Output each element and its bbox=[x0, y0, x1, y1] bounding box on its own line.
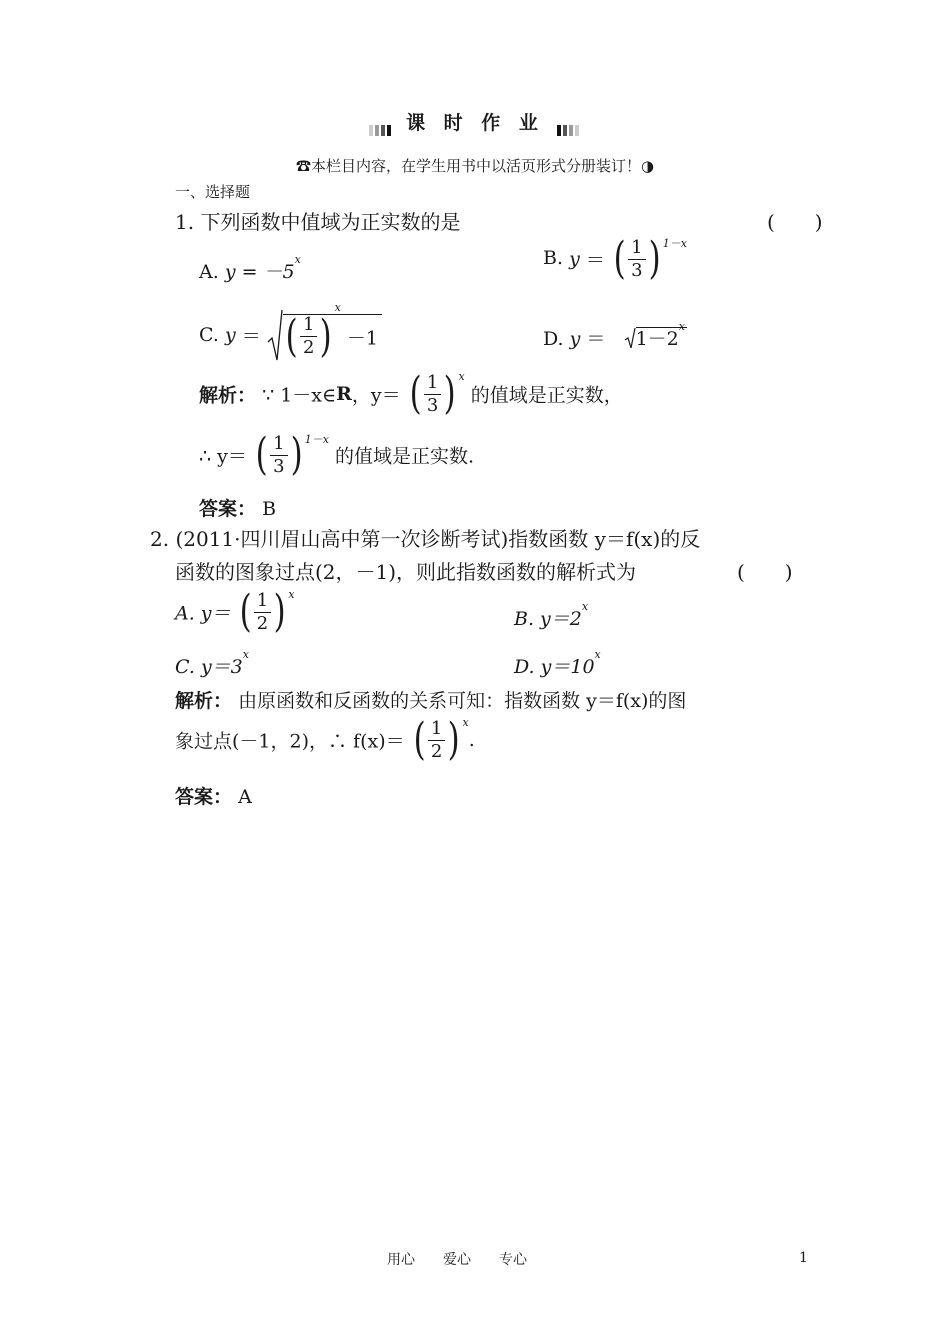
binding-note: ☎本栏目内容，在学生用书中以活页形式分册装订！◑ bbox=[295, 157, 655, 175]
q2-answer: 答案： A bbox=[175, 786, 252, 808]
section-heading: 一、选择题 bbox=[175, 183, 251, 201]
q2-solution-line-2: 象过点(－1，2)，∴ f(x)＝ ( $\frac{1}{2}$ ) $^x$. bbox=[175, 714, 475, 765]
q2-answer-bracket: ( ) bbox=[737, 560, 793, 584]
page-number: 1 bbox=[799, 1250, 808, 1266]
page-footer: 用心 爱心 专心 bbox=[387, 1252, 527, 1268]
q1-answer-bracket: ( ) bbox=[767, 210, 823, 234]
sqrt-sign-icon bbox=[267, 308, 283, 362]
q2-stem-line-2: 函数的图象过点(2，－1)，则此指数函数的解析式为 bbox=[175, 560, 637, 584]
q1-answer: 答案： B bbox=[199, 498, 277, 520]
q1-option-a: A. $y = -5^x$ bbox=[199, 253, 301, 283]
q1-solution-line-2: ∴ y＝ ( $\frac{1}{3}$ ) $^{1-x}$ 的值域是正实数. bbox=[199, 429, 475, 480]
q1-solution-line-1: 解析： ∵ 1－x∈R，y＝ ( $\frac{1}{3}$ ) $^x$ 的值域是正实数， bbox=[199, 368, 623, 419]
q2-solution-line-1: 解析： 由原函数和反函数的关系可知：指数函数 y＝f(x)的图 bbox=[175, 690, 687, 712]
page-header bbox=[0, 108, 950, 135]
q1-option-c: C. y ＝ ( $\frac{1}{2}$ )$^x$ －1 bbox=[199, 308, 382, 362]
q1-option-d: D. $y = 1-2^x$ bbox=[543, 320, 685, 350]
q2-option-d: D. $y=10^x$ bbox=[514, 648, 601, 678]
fraction-one-third: $\frac{1}{3}$ bbox=[628, 239, 645, 280]
q2-option-a: A. y＝ ( $\frac{1}{2}$ ) $^x$ bbox=[175, 586, 295, 637]
q1-option-b: B. y ＝ ( $\frac{1}{3}$ ) $^{1-x}$ bbox=[543, 233, 687, 284]
q2-option-b: B. $y=2^x$ bbox=[514, 600, 589, 630]
fraction-one-half: $\frac{1}{2}$ bbox=[300, 316, 317, 357]
q2-option-c: C. $y=3^x$ bbox=[175, 648, 249, 678]
q2-stem-line-1: 2. (2011·四川眉山高中第一次诊断考试)指数函数 y＝f(x)的反 bbox=[150, 527, 701, 551]
header-right-bars-icon bbox=[557, 119, 581, 130]
q1-stem: 1. 下列函数中值域为正实数的是 bbox=[175, 210, 461, 234]
sqrt-sign-icon bbox=[624, 328, 636, 350]
page-title: 课 时 作 业 bbox=[406, 112, 544, 134]
header-left-bars-icon bbox=[369, 119, 393, 130]
